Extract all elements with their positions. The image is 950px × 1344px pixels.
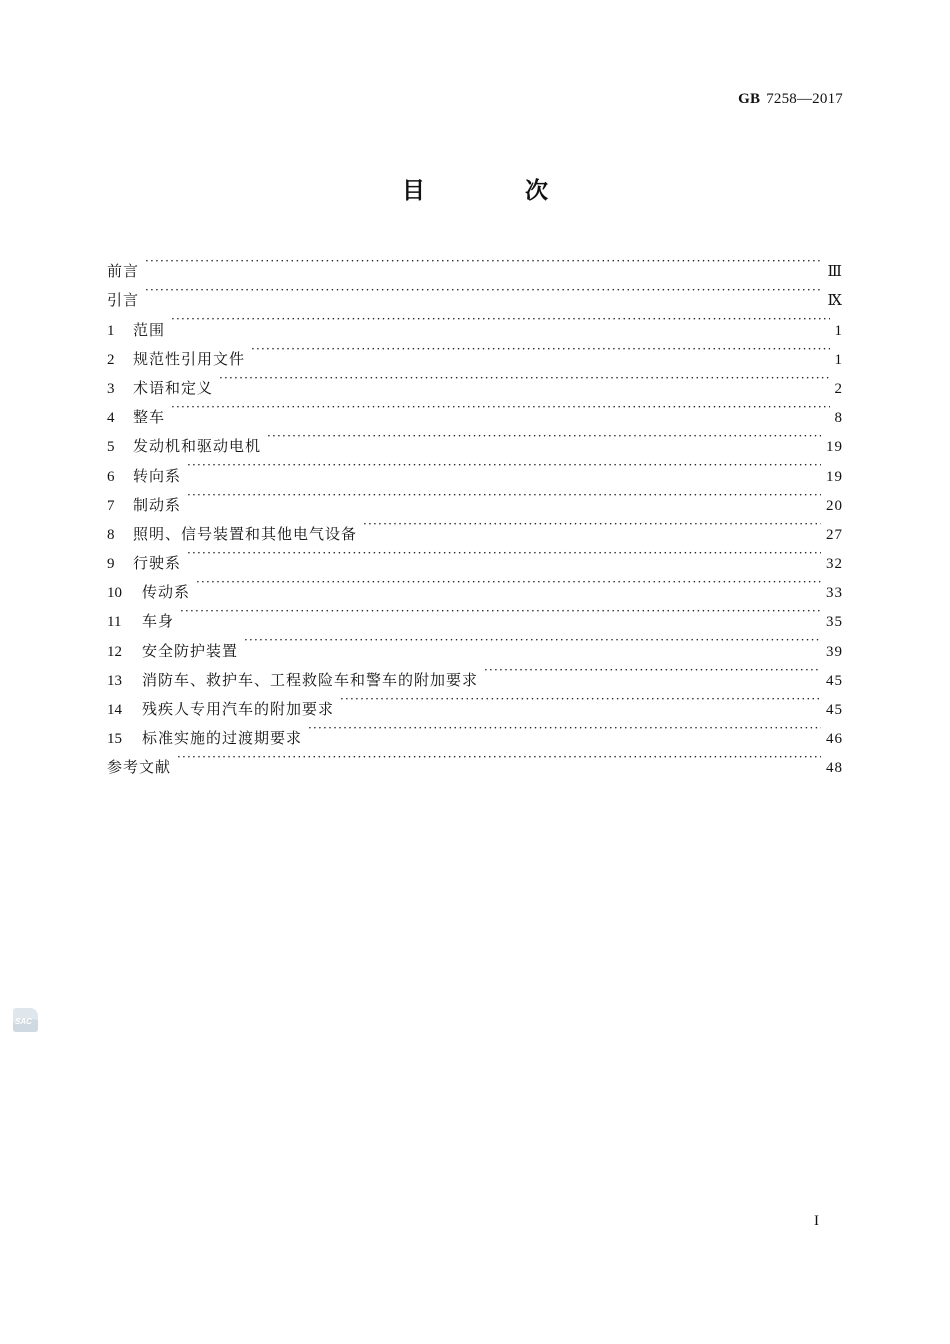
toc-entry-page: 48 <box>826 760 843 777</box>
toc-entry-number: 7 <box>107 497 115 514</box>
toc-entry[interactable] <box>107 481 843 514</box>
toc-leader-dots <box>171 393 829 422</box>
toc-entry[interactable] <box>107 276 843 310</box>
toc-entry-label: 术语和定义 <box>133 378 214 397</box>
toc-entry-page: 45 <box>826 672 843 689</box>
page-number: I <box>814 1213 819 1229</box>
toc-entry-label: 安全防护装置 <box>142 641 239 660</box>
toc-entry[interactable] <box>107 626 843 660</box>
toc-leader-dots <box>308 714 821 743</box>
toc-entry-page: 1 <box>834 351 843 368</box>
toc-entry-number: 14 <box>107 702 122 718</box>
svg-text:SAC: SAC <box>15 1017 32 1026</box>
toc-entry-number: 11 <box>107 614 122 631</box>
toc-entry-label: 范围 <box>133 320 166 339</box>
toc-entry-label: 制动系 <box>133 495 182 514</box>
toc-entry-number: 4 <box>107 410 115 427</box>
toc-entry[interactable] <box>107 451 843 485</box>
toc-leader-dots <box>171 305 829 334</box>
toc-entry-number: 13 <box>107 672 122 689</box>
toc-entry-page: 2 <box>834 380 843 397</box>
toc-entry[interactable] <box>107 510 843 543</box>
toc-leader-dots <box>187 451 821 480</box>
toc-entry-label: 转向系 <box>133 466 182 485</box>
toc-entry-page: 39 <box>826 643 843 660</box>
toc-entry-label: 消防车、救护车、工程救险车和警车的附加要求 <box>142 670 479 689</box>
toc-entry-number: 2 <box>107 351 115 368</box>
toc-entry-label: 引言 <box>107 291 140 310</box>
toc-entry-label: 标准实施的过渡期要求 <box>142 729 303 748</box>
toc-entry-page: 20 <box>826 497 843 514</box>
toc-entry-label: 照明、信号装置和其他电气设备 <box>133 524 358 543</box>
toc-leader-dots <box>219 364 829 393</box>
toc-leader-dots <box>196 568 821 597</box>
toc-entry-label: 发动机和驱动电机 <box>133 437 262 456</box>
sac-logo-stamp <box>13 1008 38 1032</box>
toc-entry-number: 3 <box>107 380 115 397</box>
toc-entry-page: 45 <box>826 702 843 718</box>
toc-entry-page: 33 <box>826 585 843 602</box>
toc-entry-number: 5 <box>107 439 115 456</box>
toc-entry-page: 27 <box>826 526 843 543</box>
toc-entry-page: Ⅸ <box>827 293 843 310</box>
toc-entry-number: 1 <box>107 322 115 339</box>
toc-entry[interactable] <box>107 305 843 339</box>
toc-leader-dots <box>244 626 821 655</box>
toc-entry[interactable] <box>107 247 843 281</box>
toc-entry[interactable] <box>107 539 843 573</box>
toc-entry-label: 传动系 <box>142 583 191 602</box>
toc-entry-number: 15 <box>107 731 122 748</box>
toc-leader-dots <box>251 335 829 364</box>
toc-leader-dots <box>145 276 823 305</box>
toc-entry-label: 整车 <box>133 408 166 427</box>
toc-entry-page: 46 <box>826 731 843 748</box>
toc-entry-label: 参考文献 <box>107 758 172 777</box>
toc-entry-number: 10 <box>107 585 122 602</box>
toc-entry-page: 32 <box>826 556 843 573</box>
toc-entry-page: 1 <box>834 322 843 339</box>
toc-entry[interactable] <box>107 568 843 602</box>
toc-leader-dots <box>180 597 821 626</box>
toc-entry[interactable] <box>107 393 843 427</box>
toc-leader-dots <box>267 422 821 451</box>
toc-entry-label: 残疾人专用汽车的附加要求 <box>142 700 335 718</box>
document-code <box>738 91 843 108</box>
toc-entry-page: Ⅲ <box>827 264 843 281</box>
table-of-contents <box>107 247 843 777</box>
toc-entry[interactable] <box>107 743 843 777</box>
toc-entry-label: 车身 <box>142 612 175 631</box>
toc-entry-number: 9 <box>107 556 115 573</box>
toc-entry[interactable] <box>107 422 843 456</box>
toc-leader-dots <box>363 510 821 539</box>
document-code-number: 7258—2017 <box>766 91 843 107</box>
toc-leader-dots <box>145 247 823 276</box>
toc-entry-label: 规范性引用文件 <box>133 349 246 368</box>
toc-leader-dots <box>187 539 821 568</box>
toc-entry[interactable] <box>107 335 843 368</box>
page-title: 目 次 <box>401 178 594 204</box>
toc-entry-page: 19 <box>826 439 843 456</box>
toc-entry[interactable] <box>107 597 843 631</box>
toc-entry-number: 8 <box>107 526 115 543</box>
toc-entry-number: 12 <box>107 643 122 660</box>
toc-leader-dots <box>187 481 821 510</box>
toc-leader-dots <box>484 656 821 685</box>
toc-leader-dots <box>177 743 821 772</box>
document-code-prefix: GB <box>738 91 761 107</box>
toc-entry-number: 6 <box>107 468 115 485</box>
toc-entry-label: 行驶系 <box>133 554 182 573</box>
toc-entry-page: 19 <box>826 468 843 485</box>
toc-entry-label: 前言 <box>107 262 140 281</box>
toc-entry-page: 35 <box>826 614 843 631</box>
toc-leader-dots <box>340 685 821 714</box>
toc-entry-page: 8 <box>834 410 843 427</box>
